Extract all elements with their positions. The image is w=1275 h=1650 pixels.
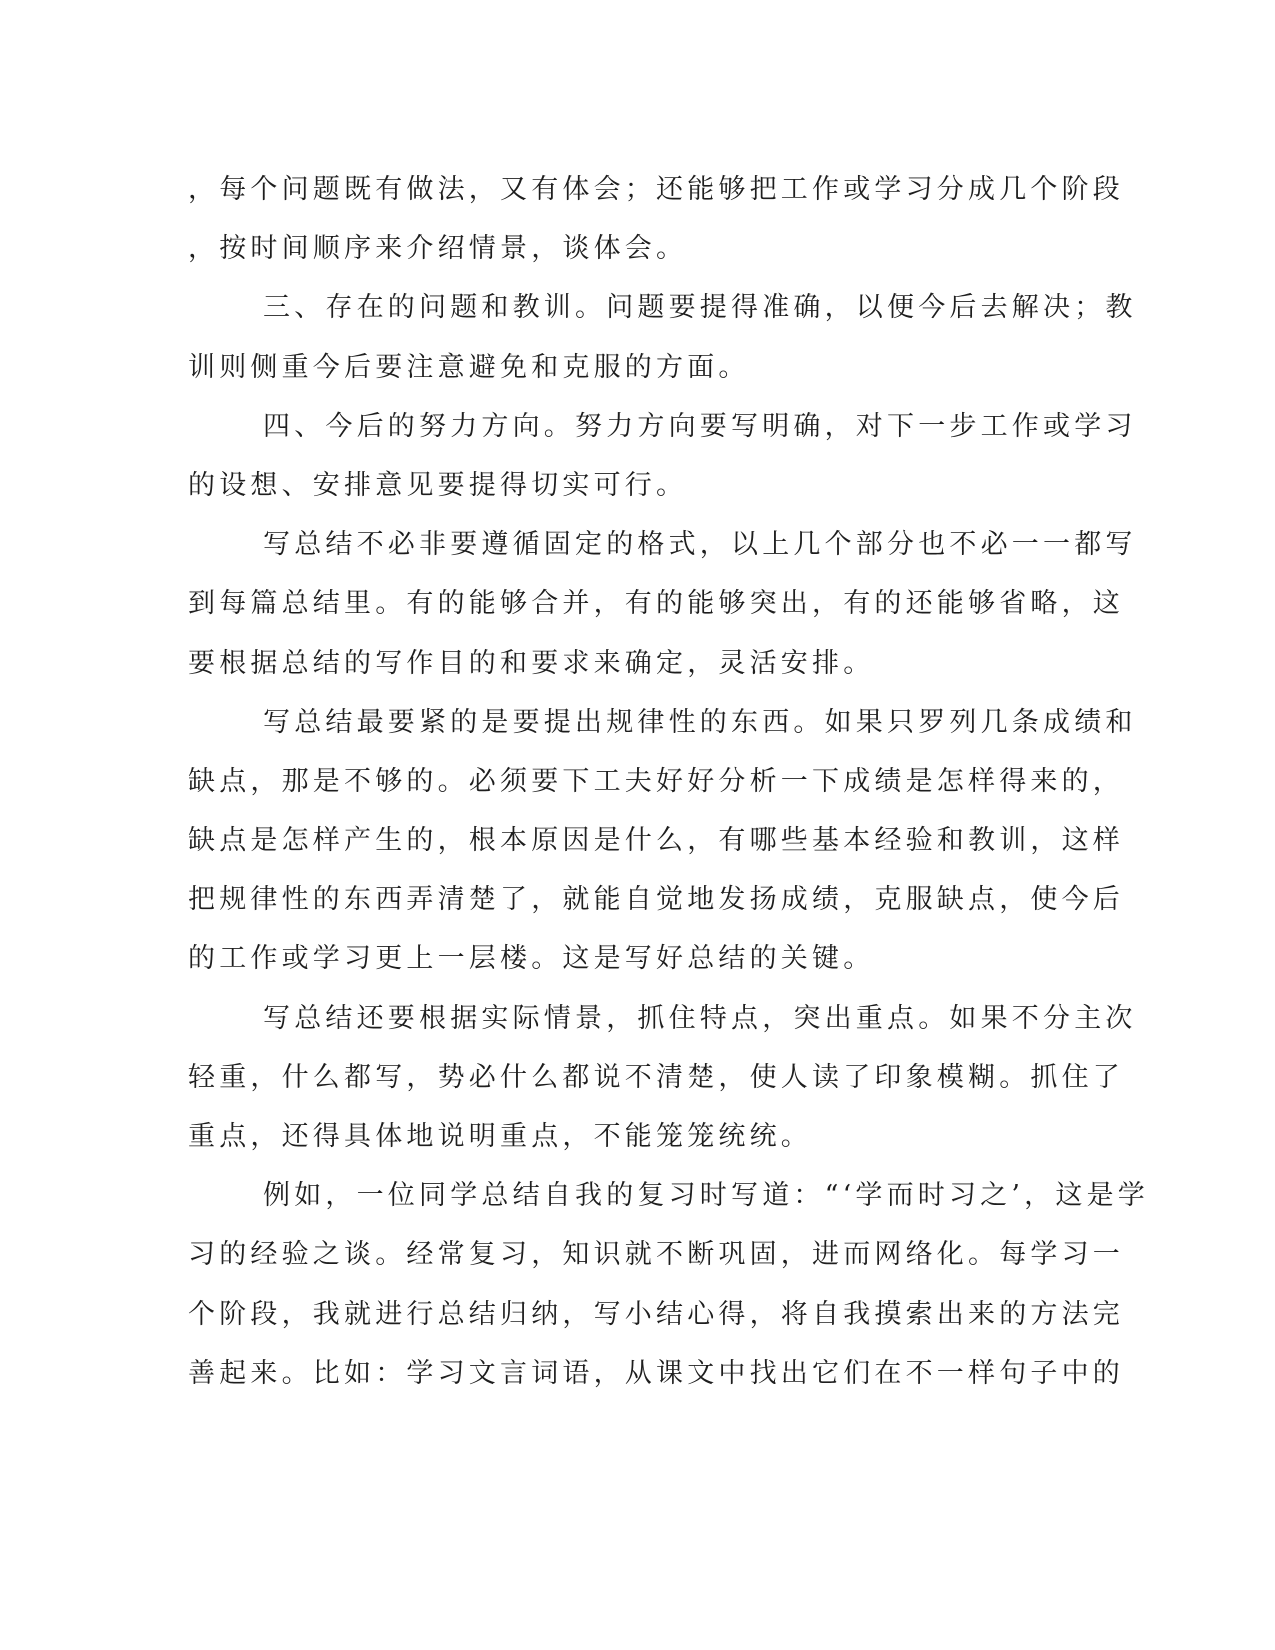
text-line: 到每篇总结里。有的能够合并，有的能够突出，有的还能够省略，这 — [188, 588, 1124, 620]
text-line: 重点，还得具体地说明重点，不能笼笼统统。 — [188, 1121, 812, 1152]
text-line: 要根据总结的写作目的和要求来确定，灵活安排。 — [188, 647, 875, 679]
text-line: ，按时间顺序来介绍情景，谈体会。 — [188, 233, 688, 265]
text-line: 缺点是怎样产生的，根本原因是什么，有哪些基本经验和教训，这样 — [188, 825, 1124, 857]
paragraph-start-focus: 写总结还要根据实际情景，抓住特点，突出重点。如果不分主次 — [263, 1002, 1137, 1034]
text-line: 缺点，那是不够的。必须要下工夫好好分析一下成绩是怎样得来的， — [188, 765, 1124, 797]
paragraph-start-regularity: 写总结最要紧的是要提出规律性的东西。如果只罗列几条成绩和 — [263, 706, 1137, 738]
text-line: 的工作或学习更上一层楼。这是写好总结的关键。 — [188, 943, 875, 975]
paragraph-start-section-three: 三、存在的问题和教训。问题要提得准确，以便今后去解决；教 — [263, 292, 1137, 324]
text-line: 把规律性的东西弄清楚了，就能自觉地发扬成绩，克服缺点，使今后 — [188, 884, 1124, 916]
text-line: 训则侧重今后要注意避免和克服的方面。 — [188, 351, 750, 383]
text-line: 个阶段，我就进行总结归纳，写小结心得，将自我摸索出来的方法完 — [188, 1298, 1124, 1330]
text-line: 善起来。比如：学习文言词语，从课文中找出它们在不一样句子中的 — [188, 1357, 1124, 1389]
text-line: ，每个问题既有做法，又有体会；还能够把工作或学习分成几个阶段 — [188, 174, 1124, 205]
text-line: 习的经验之谈。经常复习，知识就不断巩固，进而网络化。每学习一 — [188, 1239, 1124, 1271]
paragraph-start-example: 例如，一位同学总结自我的复习时写道：“‘学而时习之’，这是学 — [263, 1180, 1149, 1212]
text-line: 轻重，什么都写，势必什么都说不清楚，使人读了印象模糊。抓住了 — [188, 1061, 1124, 1093]
text-line: 的设想、安排意见要提得切实可行。 — [188, 469, 688, 501]
paragraph-start-section-four: 四、今后的努力方向。努力方向要写明确，对下一步工作或学习 — [263, 410, 1137, 442]
paragraph-start-format: 写总结不必非要遵循固定的格式，以上几个部分也不必一一都写 — [263, 529, 1137, 561]
document-body — [188, 160, 1149, 1403]
